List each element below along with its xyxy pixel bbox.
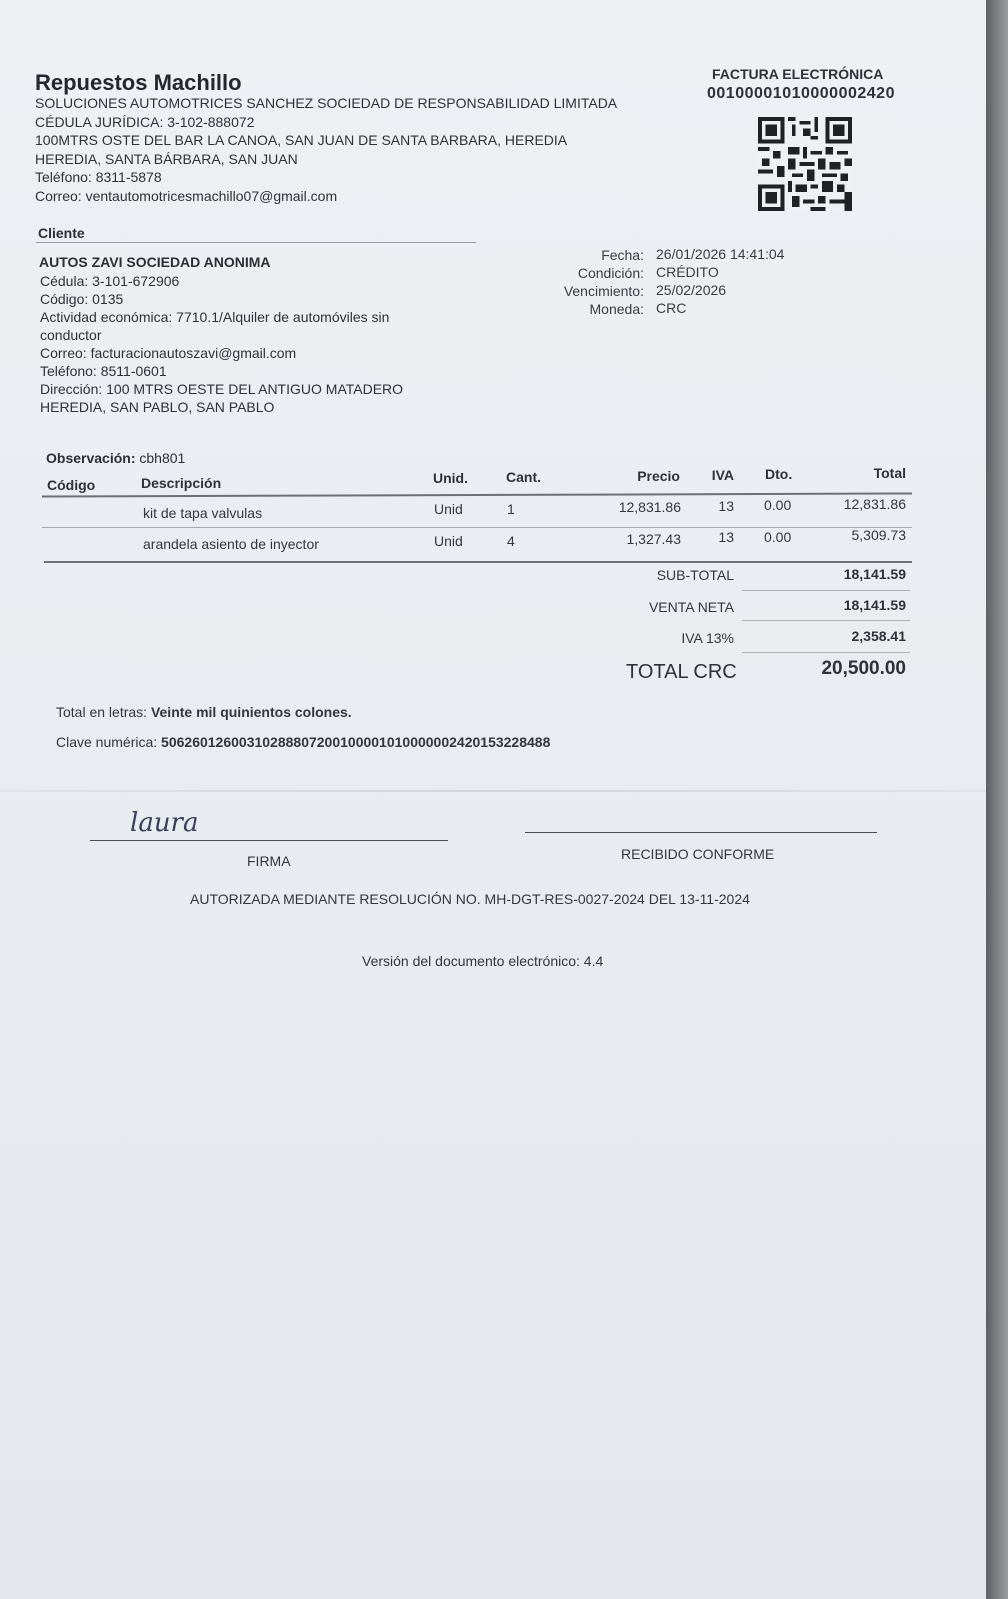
company-address-line2: HEREDIA, SANTA BÁRBARA, SAN JUAN — [35, 151, 298, 167]
row-tax: 13 — [718, 529, 734, 545]
totals-divider — [742, 590, 910, 591]
document-type: FACTURA ELECTRÓNICA — [712, 66, 884, 82]
col-header-qty: Cant. — [506, 469, 541, 485]
row-description: kit de tapa valvulas — [143, 505, 263, 521]
row-price: 12,831.86 — [618, 499, 681, 515]
meta-due-label: Vencimiento: — [563, 283, 644, 299]
col-header-total: Total — [873, 465, 906, 481]
totals-divider — [742, 652, 910, 653]
authorization-text: AUTORIZADA MEDIANTE RESOLUCIÓN NO. MH-DGT-RES-0027-2024 DEL 13-11-2024 — [190, 891, 750, 907]
client-email: Correo: facturacionautoszavi@gmail.com — [40, 345, 297, 361]
total-in-words-label: Total en letras: — [56, 704, 148, 720]
company-address-line1: 100MTRS OSTE DEL BAR LA CANOA, SAN JUAN DE SANTA BARBARA, HEREDIA — [35, 132, 568, 148]
client-address-line2: HEREDIA, SAN PABLO, SAN PABLO — [40, 399, 275, 415]
client-activity-line1: Actividad económica: 7710.1/Alquiler de automóviles sin — [40, 309, 390, 325]
client-activity-line2: conductor — [40, 327, 102, 343]
total-in-words — [56, 704, 352, 720]
grand-total-label: TOTAL CRC — [626, 661, 737, 683]
qr-code-icon — [758, 117, 852, 211]
client-address-line1: Dirección: 100 MTRS OESTE DEL ANTIGUO MATADERO — [40, 381, 404, 397]
company-trade-name: Repuestos Machillo — [35, 70, 242, 95]
observation-label: Observación: — [46, 450, 136, 466]
observation — [46, 450, 185, 466]
col-header-description: Descripción — [141, 475, 222, 491]
observation-value: cbh801 — [139, 450, 186, 466]
subtotal-value: 18,141.59 — [843, 566, 906, 582]
col-header-unit: Unid. — [433, 470, 468, 486]
meta-currency-label: Moneda: — [589, 301, 644, 317]
tax-label: IVA 13% — [681, 630, 734, 646]
meta-date-value: 26/01/2026 14:41:04 — [656, 246, 785, 262]
subtotal-label: SUB-TOTAL — [656, 567, 734, 583]
row-unit: Unid — [434, 533, 463, 549]
signature-line — [90, 840, 448, 841]
row-total: 12,831.86 — [843, 496, 906, 512]
client-section-label: Cliente — [38, 225, 85, 241]
row-total: 5,309.73 — [851, 527, 906, 543]
row-description: arandela asiento de inyector — [143, 536, 319, 552]
totals-divider — [742, 620, 910, 621]
row-divider — [42, 527, 912, 528]
col-header-code: Código — [47, 477, 96, 493]
net-sale-label: VENTA NETA — [648, 599, 734, 615]
meta-due-value: 25/02/2026 — [656, 282, 727, 298]
received-line — [525, 832, 877, 833]
client-divider — [36, 242, 476, 243]
signature-label: FIRMA — [247, 853, 291, 869]
total-in-words-value: Veinte mil quinientos colones. — [150, 704, 352, 720]
col-header-tax: IVA — [711, 467, 734, 483]
row-tax: 13 — [718, 498, 734, 514]
client-code: Código: 0135 — [40, 291, 124, 307]
document-number: 00100001010000002420 — [707, 85, 895, 102]
col-header-discount: Dto. — [765, 466, 793, 482]
company-legal-name: SOLUCIONES AUTOMOTRICES SANCHEZ SOCIEDAD DE RESPONSABILIDAD LIMITADA — [35, 95, 618, 111]
document-version: Versión del documento electrónico: 4.4 — [362, 953, 604, 969]
background-edge — [986, 0, 1008, 1599]
tax-value: 2,358.41 — [851, 628, 906, 644]
table-bottom-rule — [44, 561, 912, 563]
client-name: AUTOS ZAVI SOCIEDAD ANONIMA — [39, 254, 271, 270]
meta-date-label: Fecha: — [601, 247, 644, 263]
received-label: RECIBIDO CONFORME — [621, 846, 775, 862]
row-discount: 0.00 — [764, 529, 792, 545]
company-id: CÉDULA JURÍDICA: 3-102-888072 — [35, 114, 255, 130]
handwritten-signature: laura — [130, 808, 199, 838]
numeric-key-value: 50626012600310288807200100001010000002420153228488 — [161, 734, 551, 750]
net-sale-value: 18,141.59 — [843, 597, 906, 613]
client-id: Cédula: 3-101-672906 — [40, 273, 180, 289]
company-email: Correo: ventautomotricesmachillo07@gmail.com — [35, 188, 338, 204]
row-qty: 4 — [507, 533, 515, 549]
row-qty: 1 — [507, 501, 515, 517]
row-price: 1,327.43 — [626, 531, 681, 547]
col-header-price: Precio — [637, 468, 680, 484]
meta-condition-value: CRÉDITO — [656, 264, 719, 280]
company-phone: Teléfono: 8311-5878 — [35, 169, 162, 185]
meta-condition-label: Condición: — [577, 265, 644, 281]
row-unit: Unid — [434, 501, 463, 517]
numeric-key-label: Clave numérica: — [56, 734, 158, 750]
paper-fold — [0, 790, 986, 792]
row-discount: 0.00 — [764, 497, 792, 513]
client-phone: Teléfono: 8511-0601 — [40, 363, 167, 379]
grand-total-value: 20,500.00 — [821, 658, 906, 679]
meta-currency-value: CRC — [656, 300, 687, 316]
numeric-key — [56, 734, 550, 750]
